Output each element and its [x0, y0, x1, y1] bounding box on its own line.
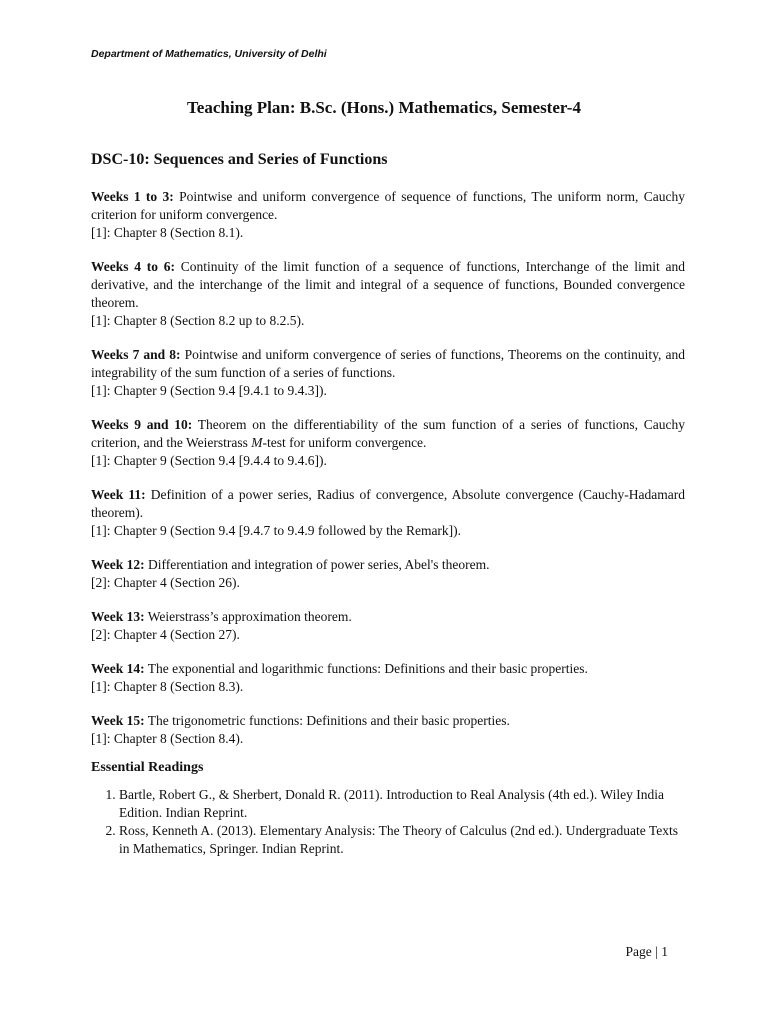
week-label: Week 12:	[91, 557, 145, 572]
week-reference: [2]: Chapter 4 (Section 27).	[91, 627, 240, 642]
week-text: Definition of a power series, Radius of convergence, Absolute convergence (Cauchy-Hadamard theorem).	[91, 487, 686, 520]
week-label: Weeks 4 to 6:	[91, 259, 175, 274]
week-text-emphasis: M	[251, 435, 263, 450]
week-text: Pointwise and uniform convergence of sequence of functions, The uniform norm, Cauchy criterion for uniform convergence.	[91, 189, 685, 222]
week-block	[91, 486, 685, 540]
week-text: The exponential and logarithmic functions: Definitions and their basic properties.	[147, 661, 588, 676]
reading-item: 2. Ross, Kenneth A. (2013). Elementary Analysis: The Theory of Calculus (2nd ed.). Undergraduate Texts in Mathematics, Springer. Indian Reprint.	[119, 822, 685, 858]
week-text: The trigonometric functions: Definitions and their basic properties.	[147, 713, 510, 728]
week-label: Week 14:	[91, 661, 145, 676]
week-text: Weierstrass’s approximation theorem.	[147, 609, 352, 624]
week-block	[91, 660, 685, 696]
page-number: Page | 1	[625, 944, 668, 959]
week-reference: [1]: Chapter 9 (Section 9.4 [9.4.4 to 9.4.6]).	[91, 453, 327, 468]
week-text: Differentiation and integration of power series, Abel's theorem.	[148, 557, 490, 572]
week-block	[91, 188, 685, 242]
week-text: Continuity of the limit function of a sequence of functions, Interchange of the limit and derivative, and the interchange of the limit and integral of a sequence of functions, Bounded convergence theorem.	[91, 259, 686, 310]
week-block	[91, 556, 685, 592]
page-header: Department of Mathematics, University of Delhi	[91, 48, 327, 60]
week-block	[91, 258, 685, 330]
week-text: -test for uniform convergence.	[262, 435, 427, 450]
readings-heading: Essential Readings	[91, 760, 204, 775]
week-block	[91, 416, 685, 470]
week-reference: [1]: Chapter 8 (Section 8.1).	[91, 225, 244, 240]
course-heading: DSC-10: Sequences and Series of Functions	[91, 151, 388, 168]
week-label: Weeks 1 to 3:	[91, 189, 174, 204]
week-reference: [2]: Chapter 4 (Section 26).	[91, 575, 240, 590]
week-label: Week 15:	[91, 713, 145, 728]
week-label: Week 11:	[91, 487, 146, 502]
reading-item: 1. Bartle, Robert G., & Sherbert, Donald R. (2011). Introduction to Real Analysis (4th ed.). Wiley India Edition. Indian Reprint.	[119, 786, 685, 822]
week-reference: [1]: Chapter 8 (Section 8.2 up to 8.2.5).	[91, 313, 305, 328]
week-reference: [1]: Chapter 9 (Section 9.4 [9.4.7 to 9.4.9 followed by the Remark]).	[91, 523, 462, 538]
week-reference: [1]: Chapter 9 (Section 9.4 [9.4.1 to 9.4.3]).	[91, 383, 327, 398]
week-block	[91, 712, 685, 748]
week-text: Pointwise and uniform convergence of series of functions, Theorems on the continuity, and integrability of the sum function of a series of functions.	[91, 347, 686, 380]
week-reference: [1]: Chapter 8 (Section 8.4).	[91, 731, 244, 746]
page-title: Teaching Plan: B.Sc. (Hons.) Mathematics, Semester-4	[187, 98, 581, 117]
week-block	[91, 346, 685, 400]
week-block	[91, 608, 685, 644]
readings-list	[91, 786, 685, 858]
week-reference: [1]: Chapter 8 (Section 8.3).	[91, 679, 244, 694]
week-label: Week 13:	[91, 609, 145, 624]
content	[91, 188, 685, 858]
week-label: Weeks 9 and 10:	[91, 417, 193, 432]
week-text: Theorem on the differentiability of the sum function of a series of functions, Cauchy criterion, and the Weierstrass	[91, 417, 685, 450]
week-label: Weeks 7 and 8:	[91, 347, 181, 362]
